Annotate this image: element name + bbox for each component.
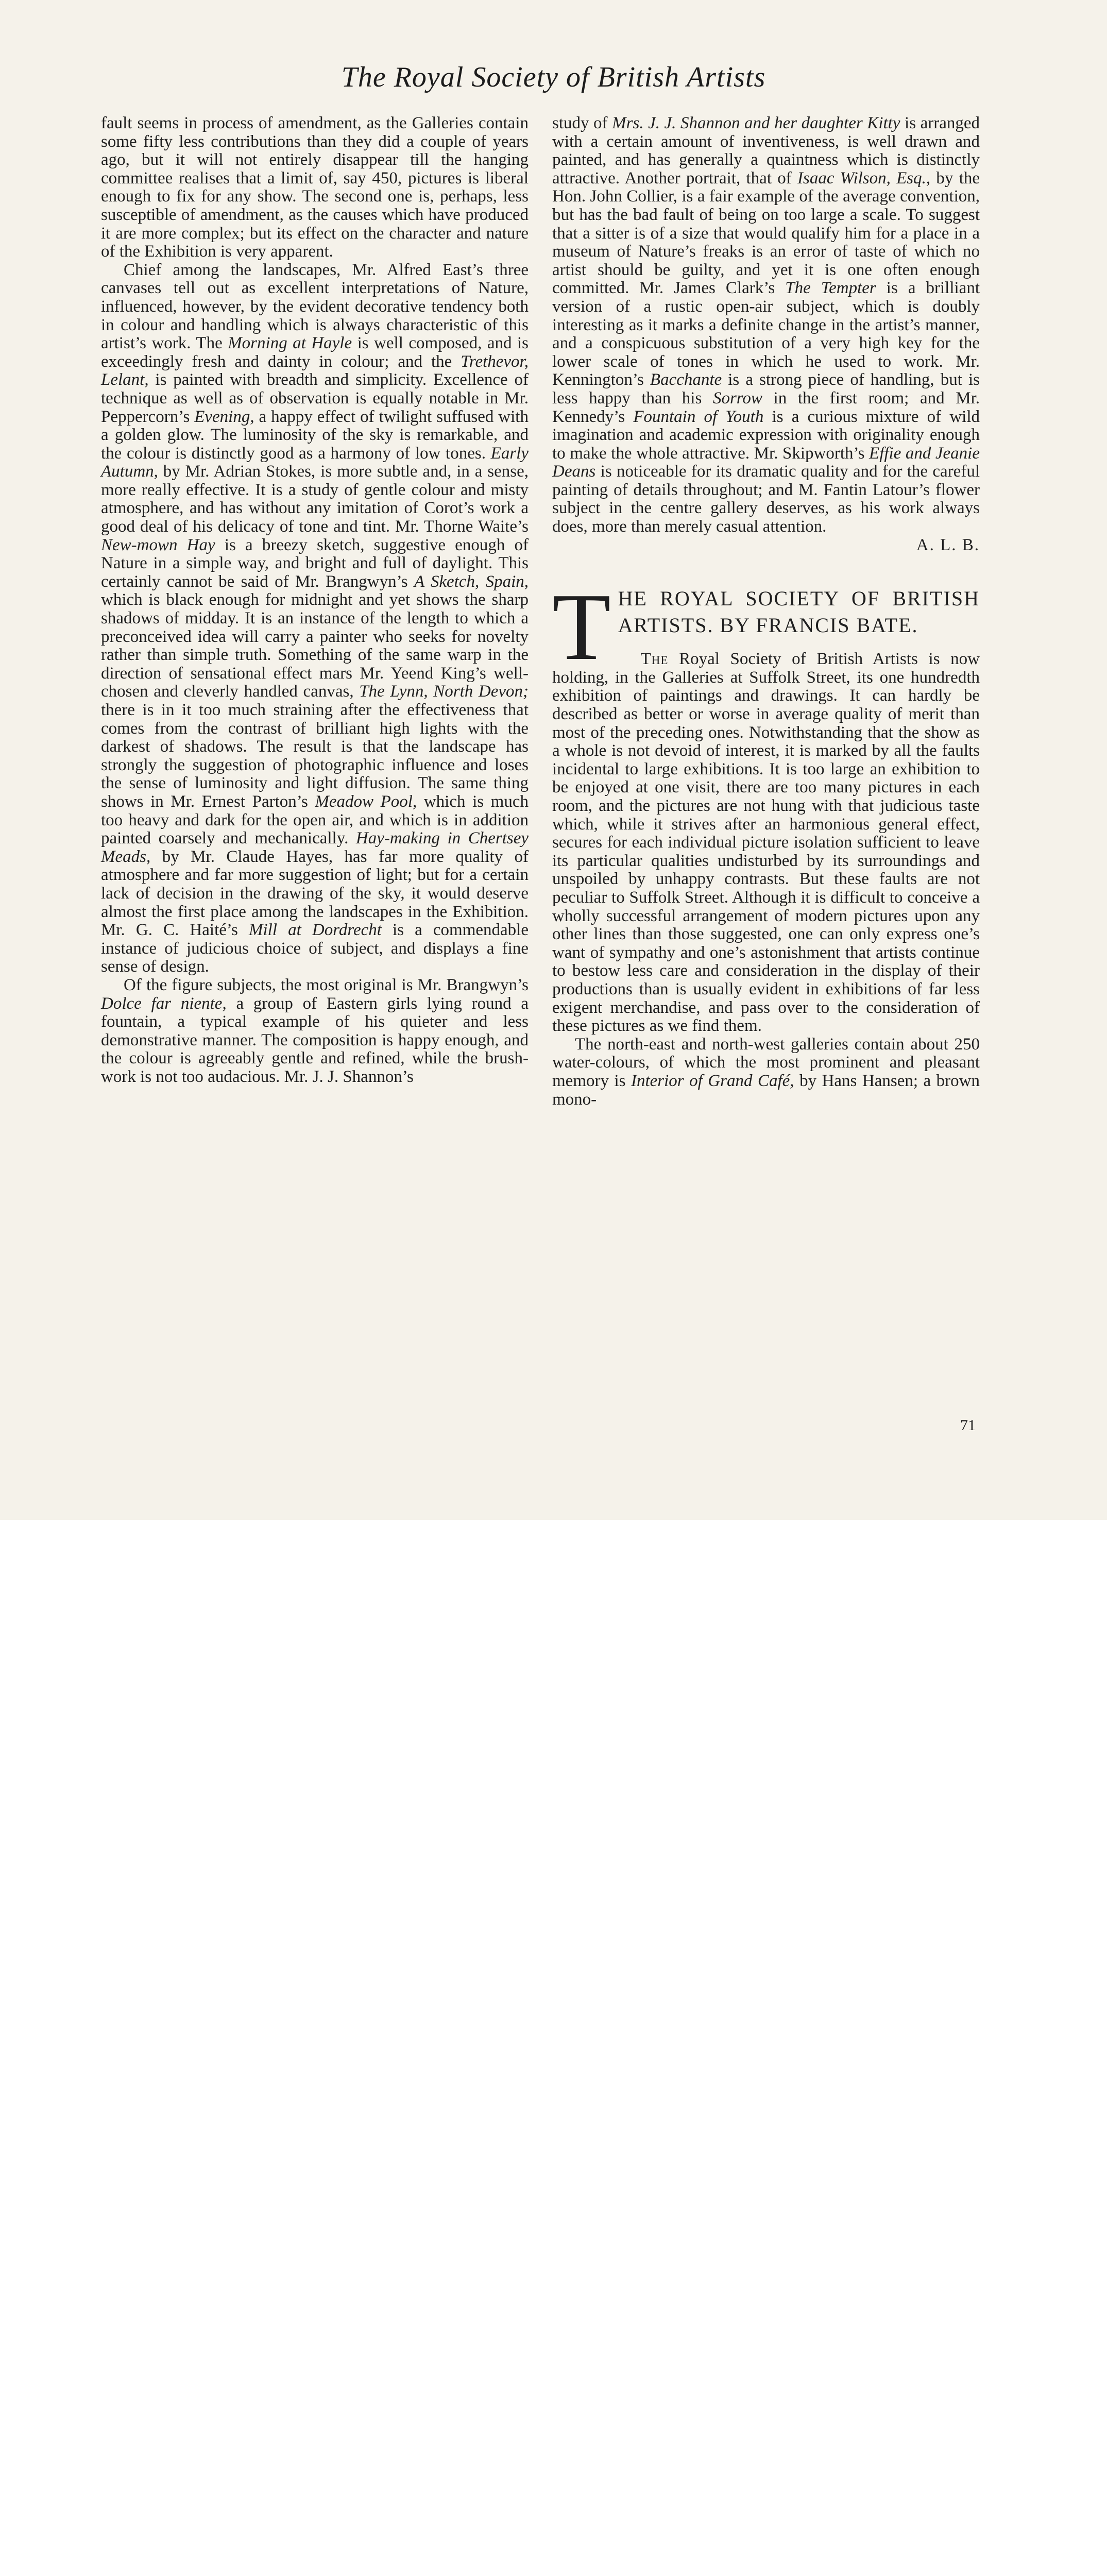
text-run: Of the figure subjects, the most original is Mr. Brangwyn’s [124,975,529,994]
text-run: is a breezy sketch, suggestive enough of Nature in a simple way, and bright and full of daylight. This certainly cannot be said of Mr. Brangwyn’s [101,535,529,591]
italic-title: Interior of Grand Café, [631,1071,794,1090]
author-signature: A. L. B. [916,535,980,554]
text-run: The north-east and north-west galleries contain about 250 water-colours, of which the most prominent and pleasant memory is [552,1035,980,1090]
italic-title: Mrs. J. J. Shannon and her daughter Kitty [612,114,900,132]
text-run: by the Hon. John Collier, is a fair example of the average convention, but has the bad fault of being on too large a scale. To suggest that a sitter is of a size that would qualify him for a place in a museum of Nature’s freaks is an error of taste of which no artist should be guilty, and yet it is one often enough committed. Mr. James Clark’s [552,168,980,298]
page-number: 71 [960,1417,976,1434]
italic-title: Evening, [194,407,254,426]
italic-title: Effie and Jeanie Deans [552,444,980,481]
text-run: is arranged with a certain amount of inventiveness, is well drawn and painted, and has generally a quaintness which is distinctly attractive. Another portrait, that of [552,114,980,188]
right-column [552,114,980,1109]
italic-title: Bacchante [650,370,722,389]
text-run: in the first room; and Mr. Kennedy’s [552,388,980,426]
text-run: by Mr. Adrian Stokes, is more subtle and, in a sense, more really effective. It is a study of gentle colour and misty atmosphere, and has without any imitation of Corot’s work a good deal of his delicacy of tone and tint. Mr. Thorne Waite’s [101,462,529,536]
italic-title: Mill at Dordrecht [249,921,382,940]
text-run: is a commendable instance of judicious choice of subject, and displays a fine sense of design. [101,921,529,976]
paragraph [552,114,980,536]
footer-bar [0,1520,1107,1658]
running-head: The Royal Society of British Artists [341,61,766,93]
text-run: which is black enough for midnight and yet shows the sharp shadows of midday. It is an instance of the length to which a preconceived idea will carry a painter who seeks for novelty rather than simple truth. Something of the same warp in the direction of sensational effect mars Mr. Yeend King’s well-chosen and cleverly handled canvas, [101,590,529,701]
left-column [101,114,529,1086]
article-title: HE ROYAL SOCIETY OF BRITISH ARTISTS. BY FRANCIS BATE. [618,587,980,637]
text-run: fault seems in process of amendment, as the Galleries contain some fifty less contributions than they did a couple of years ago, but it will not entirely disappear till the hanging committee realises that a limit of, say 450, pictures is liberal enough to fix for any show. The second one is, perhaps, less susceptible of amendment, as the causes which have produced it are more complex; but its effect on the character and nature of the Exhibition is very apparent. [101,114,529,261]
italic-title: Fountain of Youth [633,407,764,426]
italic-title: Isaac Wilson, Esq., [797,168,931,188]
italic-title: Trethevor, Lelant, [101,352,529,389]
paragraph [101,976,529,1087]
text-run: is painted with breadth and simplicity. Excellence of technique as well as of observation is equally notable in Mr. Peppercorn’s [101,370,529,426]
paragraph [101,114,529,261]
italic-title: The Tempter [785,279,876,298]
paragraph [552,650,980,1035]
text-run: a group of Eastern girls lying round a fountain, a typical example of his quieter and less demonstrative manner. The composition is happy enough, and the colour is agreeably gentle and refined, while the brush-work is not too audacious. Mr. J. J. Shannon’s [101,994,529,1086]
text-run: is a curious mixture of wild imagination and academic expression with originality enough to make the whole attractive. Mr. Skipworth’s [552,407,980,463]
italic-title: A Sketch, Spain, [414,572,529,591]
paragraph [101,261,529,976]
italic-title: Dolce far niente, [101,994,227,1013]
paragraph [552,1036,980,1109]
text-run: is noticeable for its dramatic quality and for the careful painting of details throughout; and M. Fantin Latour’s flower subject in the centre gallery deserves, as his work always does, more than merely casual attention. [552,462,980,536]
text-run: Royal Society of British Artists is now holding, in the Galleries at Suffolk Street, its one hundredth exhibition of paintings and drawings. It can hardly be described as better or worse in average quality of merit than most of the preceding ones. Notwithstanding that the show as a whole is not devoid of interest, it is marked by all the faults incidental to large exhibitions. It is too large an exhibition to be enjoyed at one visit, there are too many pictures in each room, and the pictures are not hung with that judicious taste which, while it strives after an harmonious general effect, secures for each individual picture isolation sufficient to leave its particular qualities undisturbed by its surroundings and unspoiled by unhappy contrasts. But these faults are not peculiar to Suffolk Street. Although it is difficult to conceive a wholly successful arrangement of modern pictures upon any other lines than those suggested, one can only express one’s want of sympathy and one’s astonishment that artists continue to bestow less care and consideration in the display of their productions than is usually evident in exhibitions of far less exigent merchandise, and pass over to the consideration of these pictures as we find them. [552,650,980,1036]
text-run: there is in it too much straining after the effectiveness that comes from the contrast of brilliant high lights with the darkest of shadows. The result is that the landscape has strongly the suggestion of photographic influence and loses the sense of luminosity and light diffusion. The same thing shows in Mr. Ernest Parton’s [101,701,529,811]
italic-title: Early Autumn, [101,444,529,481]
text-run: by Mr. Claude Hayes, has far more quality of atmosphere and far more suggestion of light; but for a certain lack of decision in the drawing of the sky, it would deserve almost the first place among the landscapes in the Exhibition. Mr. G. C. Haité’s [101,847,529,940]
italic-title: The Lynn, North Devon; [359,682,529,701]
text-run: study of [552,114,612,132]
drop-cap: T [552,574,611,681]
text-run: The [640,650,669,669]
italic-title: New-mown Hay [101,535,215,554]
italic-title: Morning at Hayle [228,334,352,353]
text-run: by Hans Hansen; a brown mono- [552,1071,980,1109]
text-run: is well composed, and is exceedingly fresh and dainty in colour; and the [101,334,529,371]
text-run: which is much too heavy and dark for the open air, and which is in addition painted coarsely and mechanically. [101,792,529,848]
text-run: is a strong piece of handling, but is less happy than his [552,370,980,408]
italic-title: Hay-making in Chertsey Meads, [101,829,529,866]
text-run: Chief among the landscapes, Mr. Alfred East’s three canvases tell out as excellent interpretations of Nature, influenced, however, by the evident decorative tendency both in colour and handling which is always characteristic of this artist’s work. The [101,260,529,353]
italic-title: Meadow Pool, [315,792,417,811]
italic-title: Sorrow [712,388,762,408]
text-run: a happy effect of twilight suffused with a golden glow. The luminosity of the sky is remarkable, and the colour is distinctly good as a harmony of low tones. [101,407,529,463]
article-heading [552,574,980,1036]
text-run: is a brilliant version of a rustic open-air subject, which is doubly interesting as it marks a definite change in the artist’s manner, and a conspicuous substitution of a very high key for the lower scale of tones in which he used to work. Mr. Kennington’s [552,279,980,389]
